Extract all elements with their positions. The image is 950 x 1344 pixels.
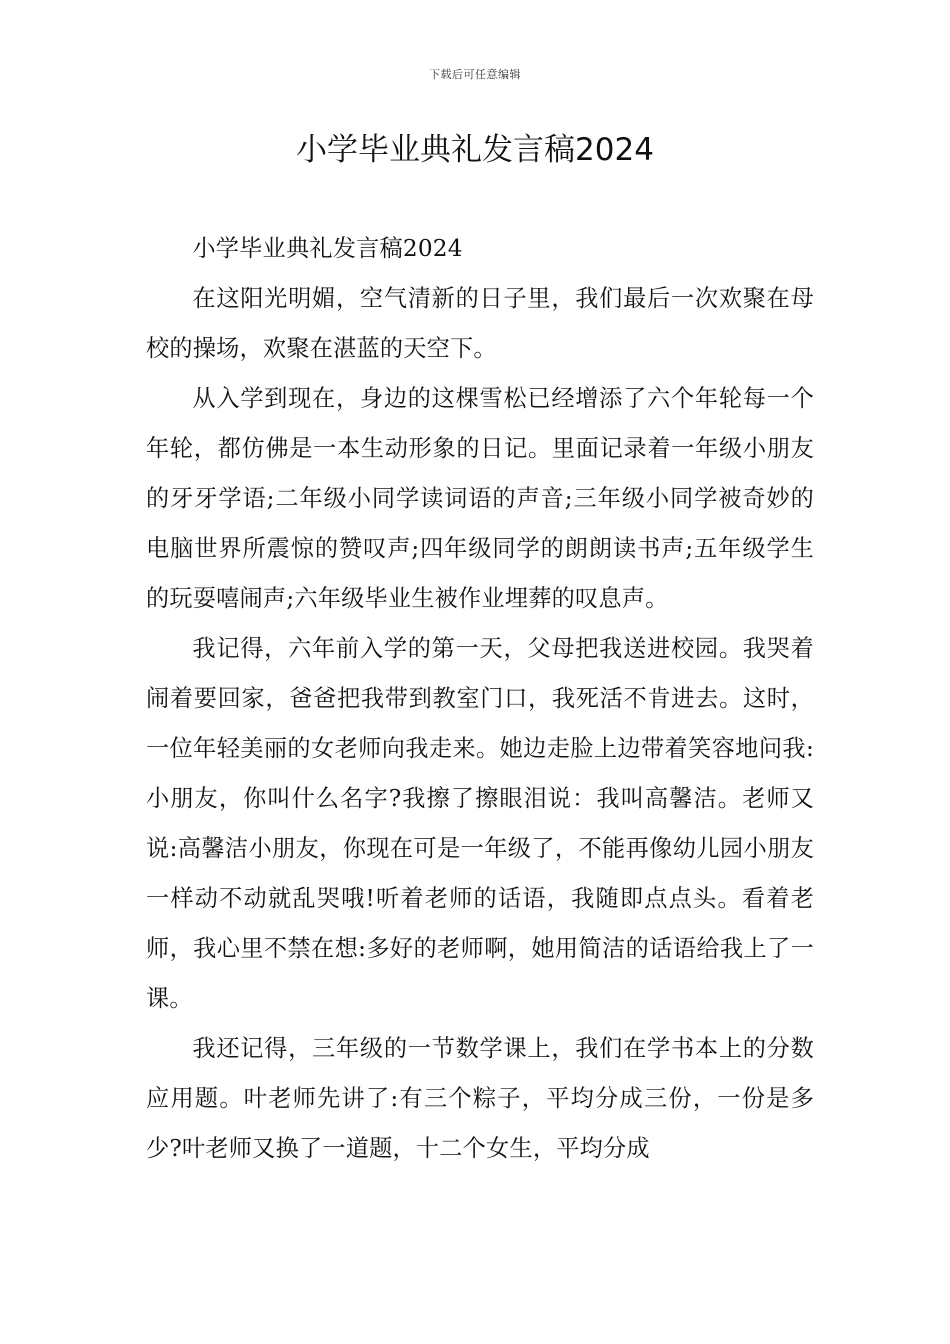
document-title: 小学毕业典礼发言稿2024 [296,132,654,168]
page-header-note: 下载后可任意编辑 [429,68,521,81]
paragraph-2: 在这阳光明媚，空气清新的日子里，我们最后一次欢聚在母校的操场，欢聚在湛蓝的天空下。 [146,285,814,362]
paragraph-5: 我还记得，三年级的一节数学课上，我们在学书本上的分数应用题。叶老师先讲了:有三个粽子，平均分成三份，一份是多少?叶老师又换了一道题，十二个女生，平均分成 [146,1035,814,1162]
paragraph-4: 我记得，六年前入学的第一天，父母把我送进校园。我哭着闹着要回家，爸爸把我带到教室门口，我死活不肯进去。这时，一位年轻美丽的女老师向我走来。她边走脸上边带着笑容地问我:小朋友，你叫什么名字?我擦了擦眼泪说：我叫高馨洁。老师又说:高馨洁小朋友，你现在可是一年级了，不能再像幼儿园小朋友一样动不动就乱哭哦!听着老师的话语，我随即点点头。看着老师，我心里不禁在想:多好的老师啊，她用简洁的话语给我上了一课。 [146,635,814,1012]
paragraph-1: 小学毕业典礼发言稿2024 [192,235,463,262]
document-body [146,224,814,1174]
paragraph-3: 从入学到现在，身边的这棵雪松已经增添了六个年轮每一个年轮，都仿佛是一本生动形象的日记。里面记录着一年级小朋友的牙牙学语;二年级小同学读词语的声音;三年级小同学被奇妙的电脑世界所震惊的赞叹声;四年级同学的朗朗读书声;五年级学生的玩耍嘻闹声;六年级毕业生被作业埋葬的叹息声。 [146,385,814,612]
